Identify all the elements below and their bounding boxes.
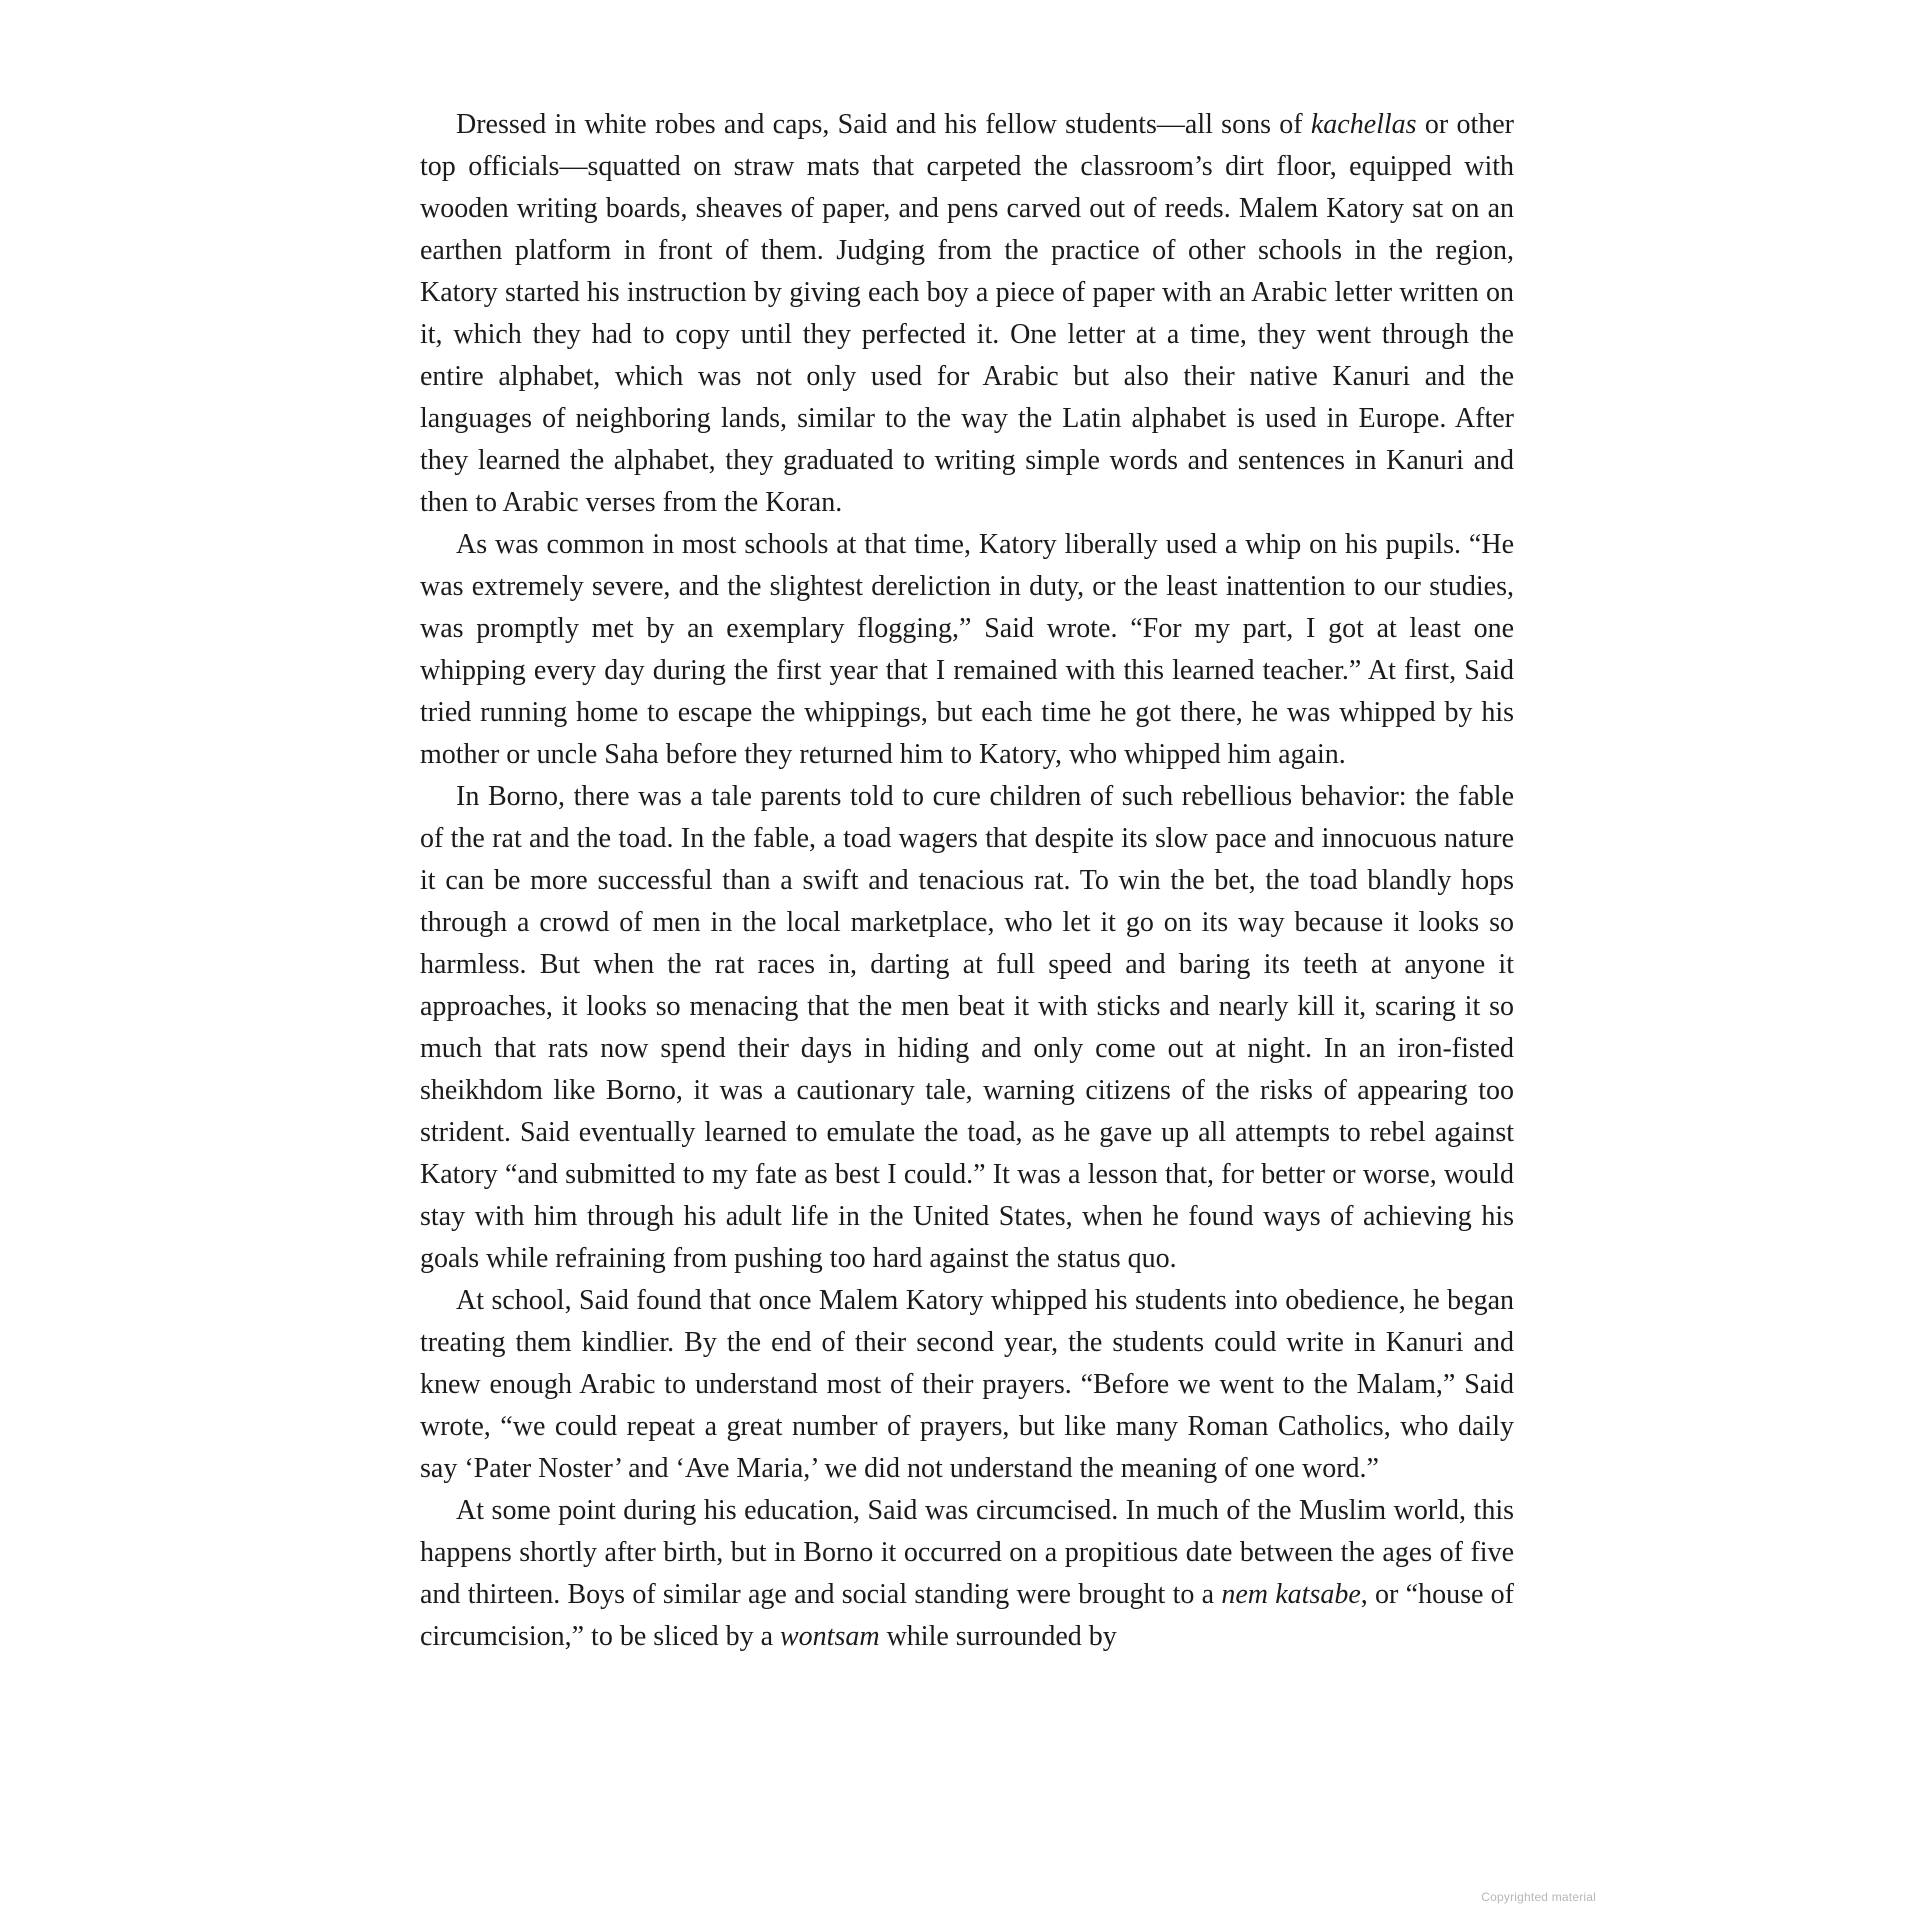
italic-term-wontsam: wontsam	[780, 1621, 880, 1652]
paragraph-2	[420, 524, 1514, 776]
text-segment: In Borno, there was a tale parents told to cure children of such rebellious behavior: the fable of the rat and the toad. In the fable, a toad wagers that despite its slow pace and innocuous nature it can be more successful than a swift and tenacious rat. To win the bet, the toad blandly hops through a crowd of men in the local marketplace, who let it go on its way because it looks so harmless. But when the rat races in, darting at full speed and baring its teeth at anyone it approaches, it looks so menacing that the men beat it with sticks and nearly kill it, scaring it so much that rats now spend their days in hiding and only come out at night. In an iron-fisted sheikhdom like Borno, it was a cautionary tale, warning citizens of the risks of appearing too strident. Said eventually learned to emulate the toad, as he gave up all attempts to rebel against Katory “and submitted to my fate as best I could.” It was a lesson that, for better or worse, would stay with him through his adult life in the United States, when he found ways of achieving his goals while refraining from pushing too hard against the status quo.	[420, 781, 1514, 1274]
book-page-body	[420, 104, 1514, 1658]
text-segment: or other top officials—squatted on straw mats that carpeted the classroom’s dirt floor, equipped with wooden writing boards, sheaves of paper, and pens carved out of reeds. Malem Katory sat on an earthen platform in front of them. Judging from the practice of other schools in the region, Katory started his instruction by giving each boy a piece of paper with an Arabic letter written on it, which they had to copy until they perfected it. One letter at a time, they went through the entire alphabet, which was not only used for Arabic but also their native Kanuri and the languages of neighboring lands, similar to the way the Latin alphabet is used in Europe. After they learned the alphabet, they graduated to writing simple words and sentences in Kanuri and then to Arabic verses from the Koran.	[420, 109, 1514, 518]
italic-term-kachellas: kachellas	[1310, 109, 1417, 140]
text-segment: As was common in most schools at that time, Katory liberally used a whip on his pupils. “He was extremely severe, and the slightest dereliction in duty, or the least inattention to our studies, was promptly met by an exemplary flogging,” Said wrote. “For my part, I got at least one whipping every day during the first year that I remained with this learned teacher.” At first, Said tried running home to escape the whippings, but each time he got there, he was whipped by his mother or uncle Saha before they returned him to Katory, who whipped him again.	[420, 529, 1514, 770]
text-segment: , or “house of circumcision,” to be sliced by a	[420, 1579, 1514, 1652]
paragraph-3	[420, 776, 1514, 1280]
text-segment: At school, Said found that once Malem Katory whipped his students into obedience, he began treating them kindlier. By the end of their second year, the students could write in Kanuri and knew enough Arabic to understand most of their prayers. “Before we went to the Malam,” Said wrote, “we could repeat a great number of prayers, but like many Roman Catholics, who daily say ‘Pater Noster’ and ‘Ave Maria,’ we did not understand the meaning of one word.”	[420, 1285, 1514, 1484]
italic-term-nem-katsabe: nem katsabe	[1221, 1579, 1361, 1610]
text-segment: Dressed in white robes and caps, Said and his fellow students—all sons of	[456, 109, 1311, 140]
copyright-notice: Copyrighted material	[1481, 1890, 1596, 1904]
text-segment: while surrounded by	[879, 1621, 1117, 1652]
text-segment: At some point during his education, Said was circumcised. In much of the Muslim world, this happens shortly after birth, but in Borno it occurred on a propitious date between the ages of five and thirteen. Boys of similar age and social standing were brought to a	[420, 1495, 1514, 1610]
paragraph-5	[420, 1490, 1514, 1658]
paragraph-4	[420, 1280, 1514, 1490]
paragraph-1	[420, 104, 1514, 524]
